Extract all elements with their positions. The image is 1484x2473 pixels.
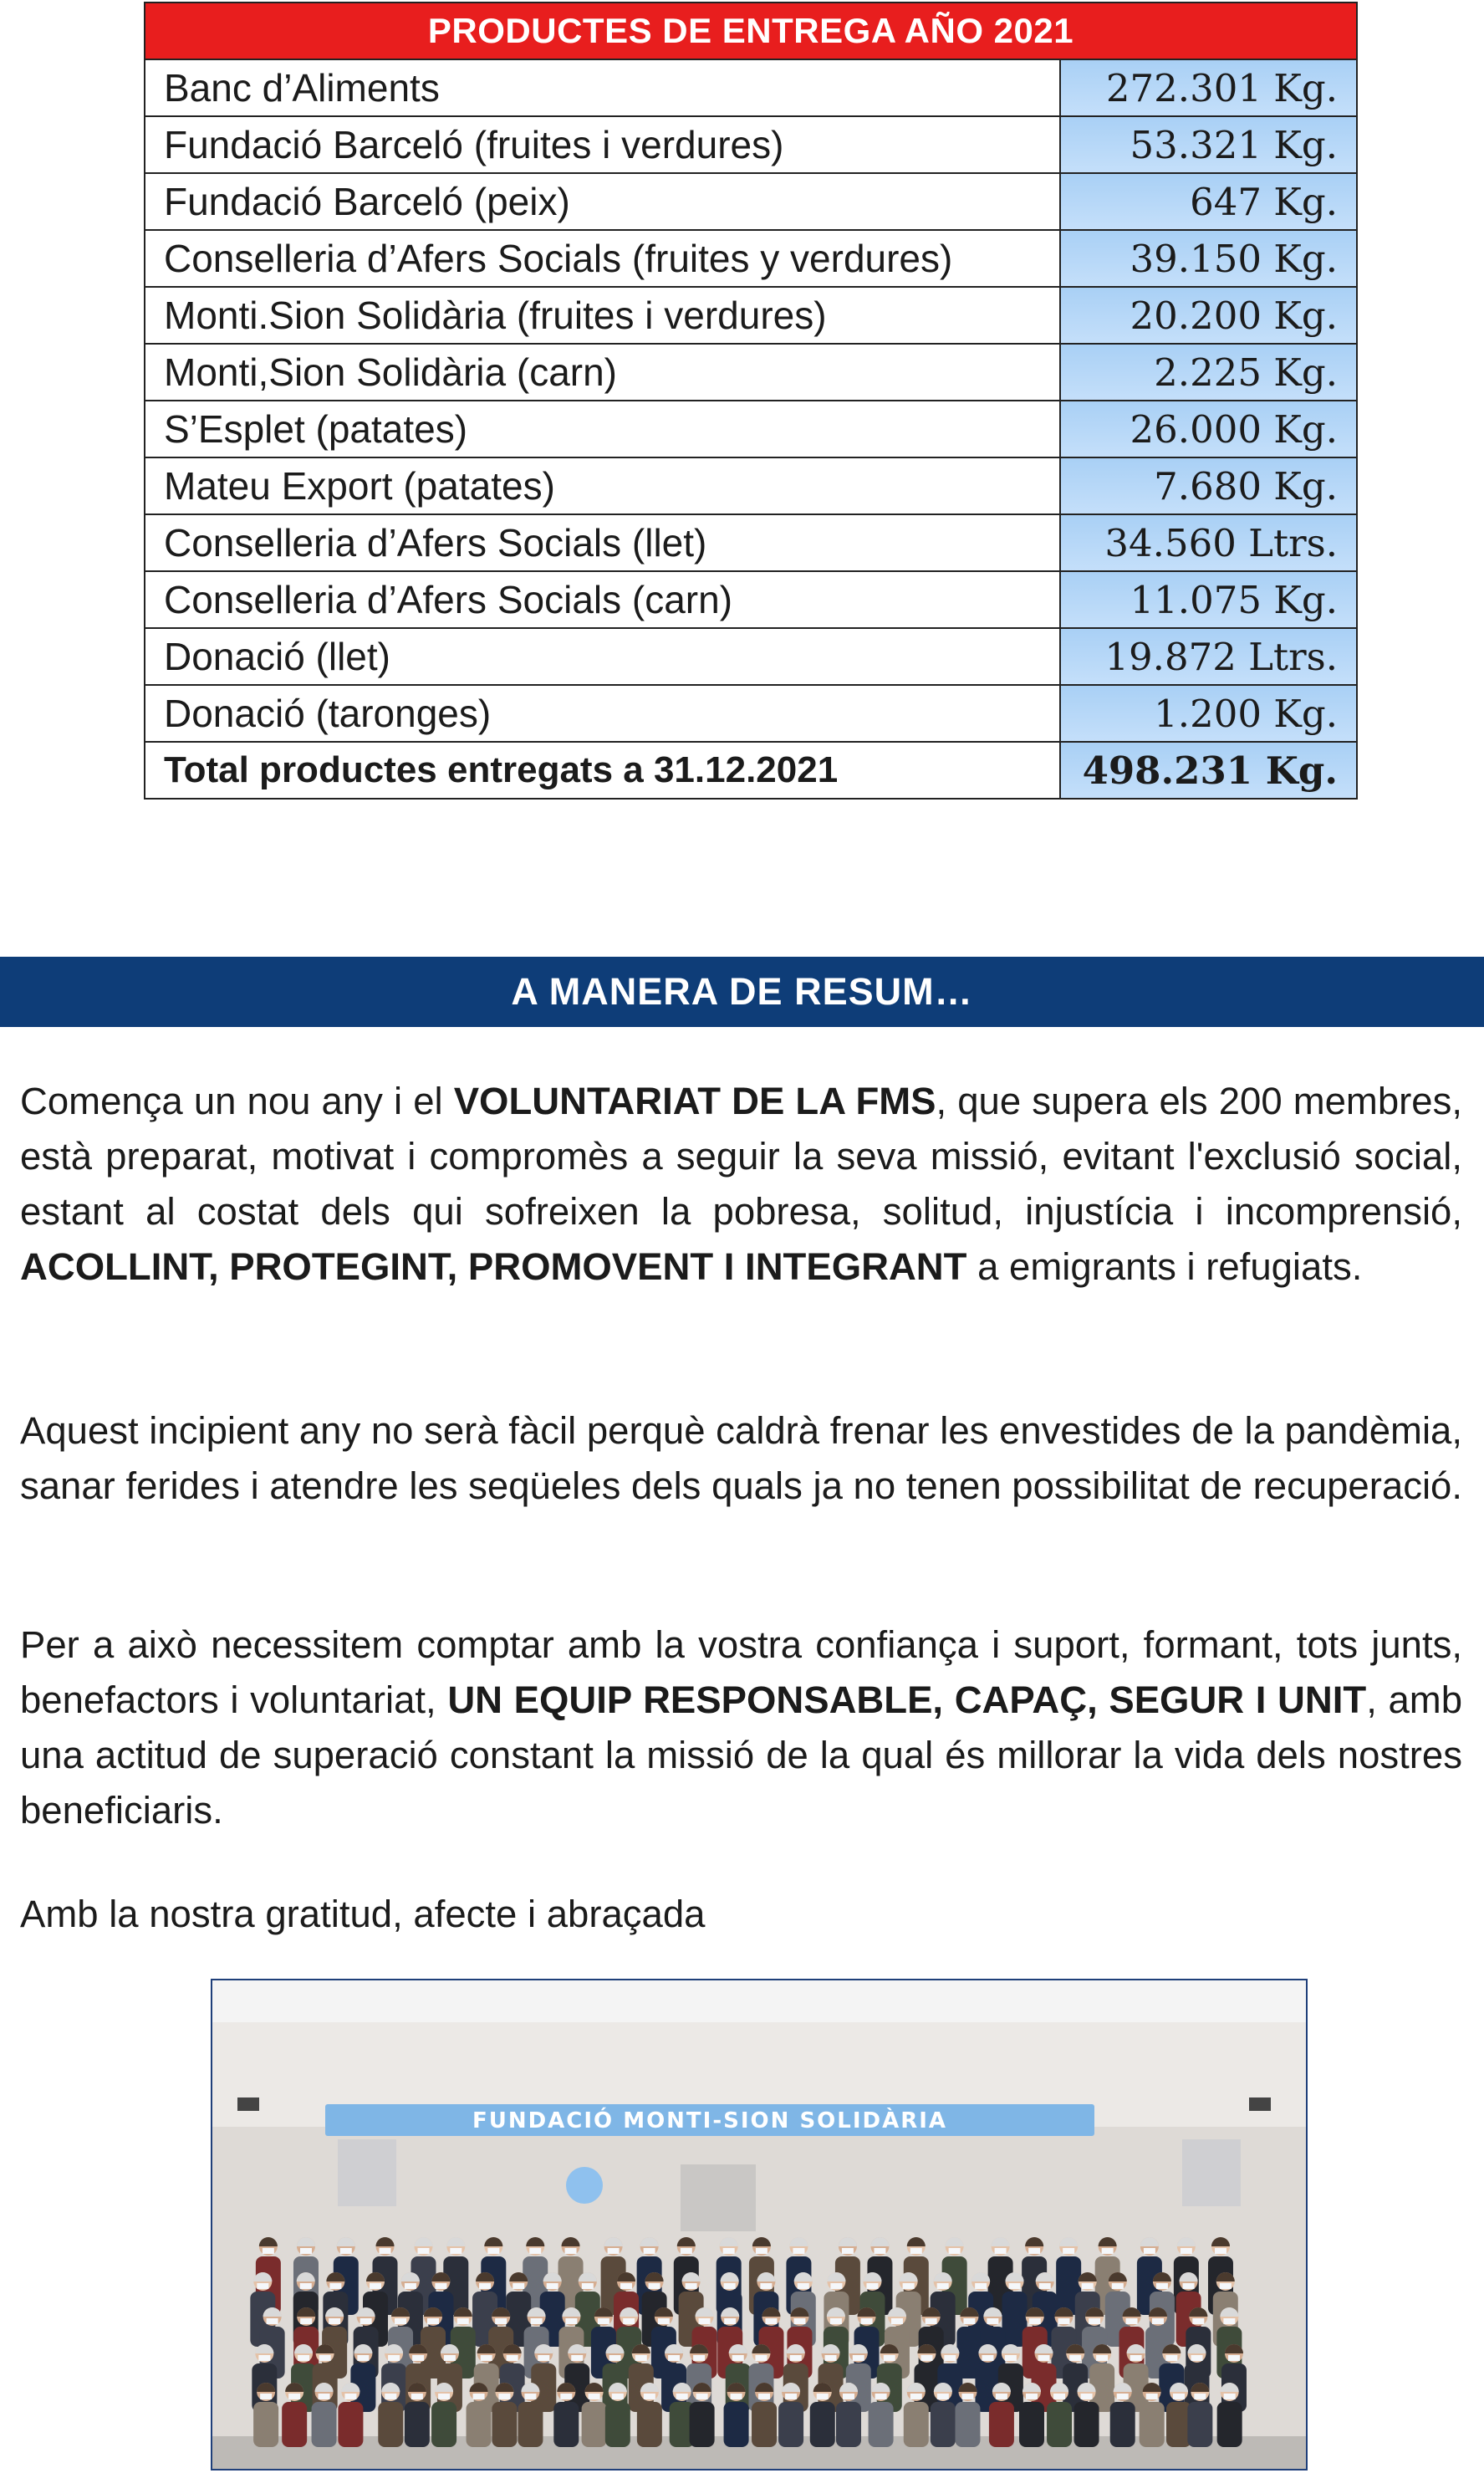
table-row bbox=[145, 685, 1357, 742]
product-quantity: 7.680 Kg. bbox=[1060, 457, 1357, 514]
product-source: Donació (llet) bbox=[145, 628, 1060, 685]
product-quantity: 34.560 Ltrs. bbox=[1060, 514, 1357, 571]
table-row bbox=[145, 571, 1357, 628]
product-quantity: 20.200 Kg. bbox=[1060, 287, 1357, 344]
highlight-team: UN EQUIP RESPONSABLE, CAPAÇ, SEGUR I UNIT bbox=[447, 1678, 1367, 1721]
product-quantity: 647 Kg. bbox=[1060, 173, 1357, 230]
product-source: S’Esplet (patates) bbox=[145, 401, 1060, 457]
table-total-row bbox=[145, 742, 1357, 799]
summary-paragraph-2: Aquest incipient any no serà fàcil perquè caldrà frenar les envestides de la pandèmia, sanar ferides i atendre les seqüeles dels quals ja no tenen possibilitat de recuperació. bbox=[20, 1409, 1463, 1507]
table-row bbox=[145, 344, 1357, 401]
product-source: Donació (taronges) bbox=[145, 685, 1060, 742]
product-quantity: 1.200 Kg. bbox=[1060, 685, 1357, 742]
product-source: Conselleria d’Afers Socials (llet) bbox=[145, 514, 1060, 571]
summary-paragraph-3: Per a això necessitem comptar amb la vostra confiança i suport, formant, tots junts, benefactors i voluntariat, UN EQUIP RESPONSABLE, CAPAÇ, SEGUR I UNIT, amb una actitud de superació constant la missió de la qual és millorar la vida dels nostres beneficiaris. bbox=[20, 1623, 1462, 1832]
summary-paragraph-1: Comença un nou any i el VOLUNTARIAT DE LA FMS, que supera els 200 membres, està preparat, motivat i compromès a seguir la seva missió, evitant l'exclusió social, estant al costat dels qui sofreixen la pobresa, solitud, injustícia i incomprensió, ACOLLINT, PROTEGINT, PROMOVENT I INTEGRANT a emigrants i refugiats. bbox=[20, 1080, 1462, 1288]
table-row bbox=[145, 457, 1357, 514]
highlight-volunteers: VOLUNTARIAT DE LA FMS bbox=[453, 1080, 936, 1122]
product-source: Banc d’Aliments bbox=[145, 59, 1060, 116]
product-quantity: 39.150 Kg. bbox=[1060, 230, 1357, 287]
group-photo bbox=[211, 1979, 1308, 2470]
product-quantity: 272.301 Kg. bbox=[1060, 59, 1357, 116]
foundation-sign-text: FUNDACIÓ MONTI-SION SOLIDÀRIA bbox=[472, 2108, 948, 2133]
product-source: Fundació Barceló (fruites i verdures) bbox=[145, 116, 1060, 173]
table-row bbox=[145, 401, 1357, 457]
product-quantity: 11.075 Kg. bbox=[1060, 571, 1357, 628]
table-title: PRODUCTES DE ENTREGA AÑO 2021 bbox=[145, 3, 1357, 59]
product-source: Monti.Sion Solidària (fruites i verdures) bbox=[145, 287, 1060, 344]
product-source: Conselleria d’Afers Socials (carn) bbox=[145, 571, 1060, 628]
table-row bbox=[145, 514, 1357, 571]
product-source: Mateu Export (patates) bbox=[145, 457, 1060, 514]
product-quantity: 2.225 Kg. bbox=[1060, 344, 1357, 401]
table-row bbox=[145, 628, 1357, 685]
heart-logo bbox=[566, 2167, 603, 2204]
product-quantity: 26.000 Kg. bbox=[1060, 401, 1357, 457]
product-source: Monti,Sion Solidària (carn) bbox=[145, 344, 1060, 401]
total-value: 498.231 Kg. bbox=[1060, 742, 1357, 799]
table-row bbox=[145, 59, 1357, 116]
table-row bbox=[145, 230, 1357, 287]
product-source: Fundació Barceló (peix) bbox=[145, 173, 1060, 230]
total-label: Total productes entregats a 31.12.2021 bbox=[145, 742, 1060, 799]
summary-heading: A MANERA DE RESUM… bbox=[0, 957, 1484, 1027]
product-quantity: 53.321 Kg. bbox=[1060, 116, 1357, 173]
table-row bbox=[145, 173, 1357, 230]
closing-line: Amb la nostra gratitud, afecte i abraçada bbox=[20, 1893, 706, 1935]
product-quantity: 19.872 Ltrs. bbox=[1060, 628, 1357, 685]
highlight-values: ACOLLINT, PROTEGINT, PROMOVENT I INTEGRANT bbox=[20, 1245, 967, 1288]
products-table bbox=[144, 2, 1358, 800]
product-source: Conselleria d’Afers Socials (fruites y verdures) bbox=[145, 230, 1060, 287]
table-row bbox=[145, 287, 1357, 344]
table-row bbox=[145, 116, 1357, 173]
group-photo-illustration bbox=[212, 1980, 1306, 2469]
